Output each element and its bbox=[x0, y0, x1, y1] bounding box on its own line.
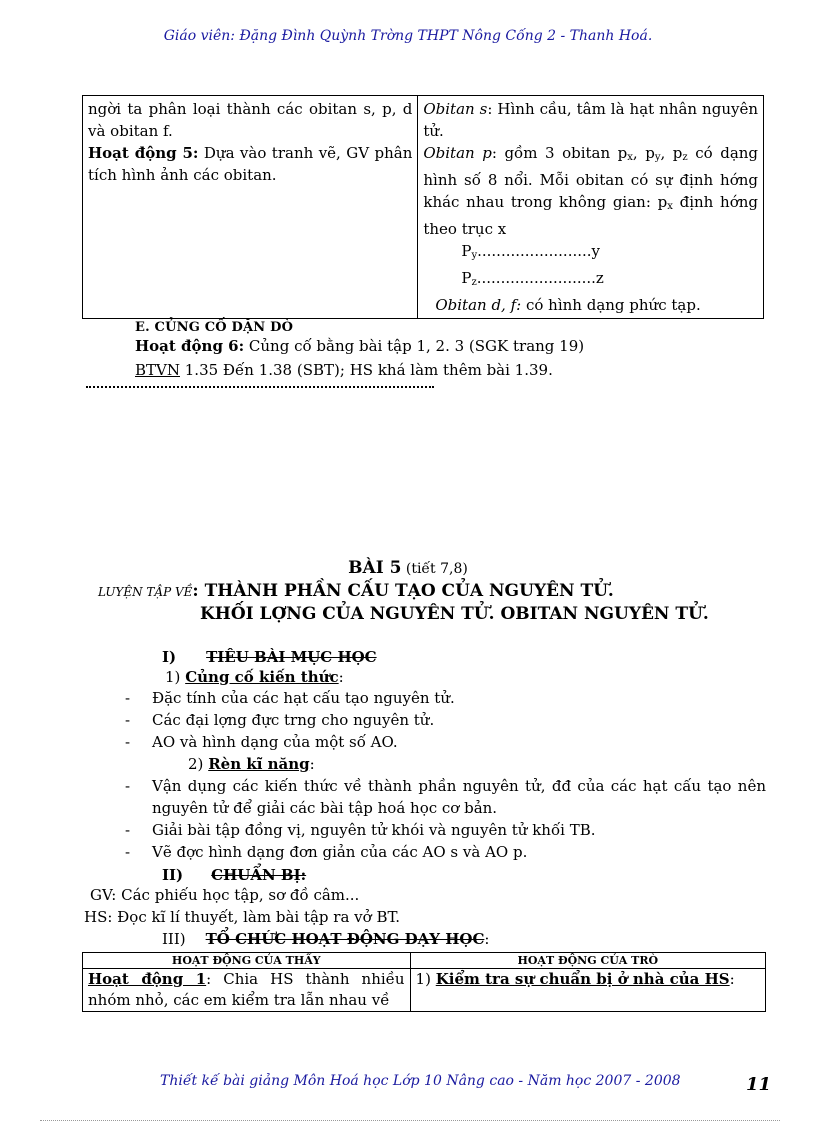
knowledge-item: AO và hình dạng của một số AO. bbox=[152, 733, 398, 751]
activity-table-bottom bbox=[82, 952, 766, 1012]
page-footer: Thiết kế bài giảng Môn Hoá học Lớp 10 Nâng cao - Năm học 2007 - 2008 bbox=[160, 1073, 681, 1089]
bullet-mark: - bbox=[125, 711, 131, 729]
student-cell bbox=[418, 96, 764, 319]
activity-table-top bbox=[82, 95, 764, 319]
bullet-mark: - bbox=[125, 733, 131, 751]
activity-5-text: Dựa vào tranh vẽ, GV phân tích hình ảnh các obitan. bbox=[88, 144, 413, 184]
bullet-mark: - bbox=[125, 689, 131, 707]
knowledge-item: Đặc tính của các hạt cấu tạo nguyên tử. bbox=[152, 689, 455, 707]
obitan-s-line: Obitan s: Hình cầu, tâm là hạt nhân nguyên tử. bbox=[423, 100, 758, 140]
skill-item: Vẽ đợc hình dạng đơn giản của các AO s và AO p. bbox=[152, 843, 528, 861]
obitan-p-line: Obitan p: gồm 3 obitan $p_x$, $p_y$, $p_z$ có dạng hình số 8 nổi. Mỗi obitan có sự định hớng khác nhau trong không gian: $p_x$ định hớng theo trục x bbox=[423, 144, 759, 238]
knowledge-item: Các đại lợng đực trng cho nguyên tử. bbox=[152, 711, 435, 729]
activity-5-title: Hoạt động 5: bbox=[88, 144, 199, 162]
left-text-1: ngời ta phân loại thành các obitan s, p, d và obitan f. bbox=[88, 100, 413, 140]
pz-line: $P_z.........................z$ bbox=[461, 269, 604, 288]
student-activity-cell: 1) Kiểm tra sự chuẩn bị ở nhà của HS: bbox=[410, 969, 765, 1012]
skill-item: Giải bài tập đồng vị, nguyên tử khói và nguyên tử khối TB. bbox=[152, 821, 596, 839]
student-column-header: HOẠT ĐỘNG CỦA TRÒ bbox=[410, 953, 765, 969]
footer-rule bbox=[40, 1120, 780, 1121]
dotted-separator bbox=[86, 386, 434, 388]
section-1-heading: I) TIÊU BÀI MỤC HỌC bbox=[162, 648, 377, 666]
lesson-subtitle: LUYỆN TẬP VỀ: THÀNH PHẦN CẤU TẠO CỦA NGUYÊN TỬ. bbox=[98, 581, 614, 601]
student-prep-line: HS: Đọc kĩ lí thuyết, làm bài tập ra vở BT. bbox=[84, 908, 401, 926]
section-e-heading: E. CỦNG CỐ DẶN DÒ bbox=[135, 320, 294, 335]
section-2-heading: II) CHUẨN BỊ: bbox=[162, 866, 307, 884]
page-header: Giáo viên: Đặng Đình Quỳnh Trờng THPT Nông Cống 2 - Thanh Hoá. bbox=[163, 28, 653, 44]
bullet-mark: - bbox=[125, 777, 131, 795]
py-line: $P_y........................y$ bbox=[461, 242, 601, 261]
homework-line: BTVN 1.35 Đến 1.38 (SBT); HS khá làm thêm bài 1.39. bbox=[135, 361, 553, 379]
section-3-heading: III) TỔ CHỨC HOẠT ĐỘNG DẠY HỌC: bbox=[162, 930, 490, 948]
subsection-2-heading: 2) Rèn kĩ năng: bbox=[188, 755, 315, 773]
subsection-1-heading: 1) Củng cố kiến thức: bbox=[165, 668, 344, 686]
teacher-activity-cell: Hoạt động 1: Chia HS thành nhiều nhóm nhỏ, các em kiểm tra lẫn nhau về bbox=[83, 969, 411, 1012]
lesson-subtitle-2: KHỐI LỢNG CỦA NGUYÊN TỬ. OBITAN NGUYÊN TỬ. bbox=[200, 604, 709, 624]
bullet-mark: - bbox=[125, 821, 131, 839]
teacher-cell bbox=[83, 96, 418, 319]
lesson-title: BÀI 5 (tiết 7,8) bbox=[348, 558, 468, 578]
skill-item-cont: nguyên tử để giải các bài tập hoá học cơ bản. bbox=[152, 799, 498, 817]
activity-6-line: Hoạt động 6: Củng cố bằng bài tập 1, 2. 3 (SGK trang 19) bbox=[135, 337, 585, 355]
bullet-mark: - bbox=[125, 843, 131, 861]
teacher-prep-line: GV: Các phiếu học tập, sơ đồ câm... bbox=[90, 886, 360, 904]
page-number: 11 bbox=[746, 1074, 772, 1095]
skill-item: Vận dụng các kiến thức về thành phần nguyên tử, đđ của các hạt cấu tạo nên bbox=[152, 777, 766, 795]
teacher-column-header: HOẠT ĐỘNG CỦA THẦY bbox=[83, 953, 411, 969]
obitan-df-line: Obitan d, f: có hình dạng phức tạp. bbox=[435, 296, 701, 314]
